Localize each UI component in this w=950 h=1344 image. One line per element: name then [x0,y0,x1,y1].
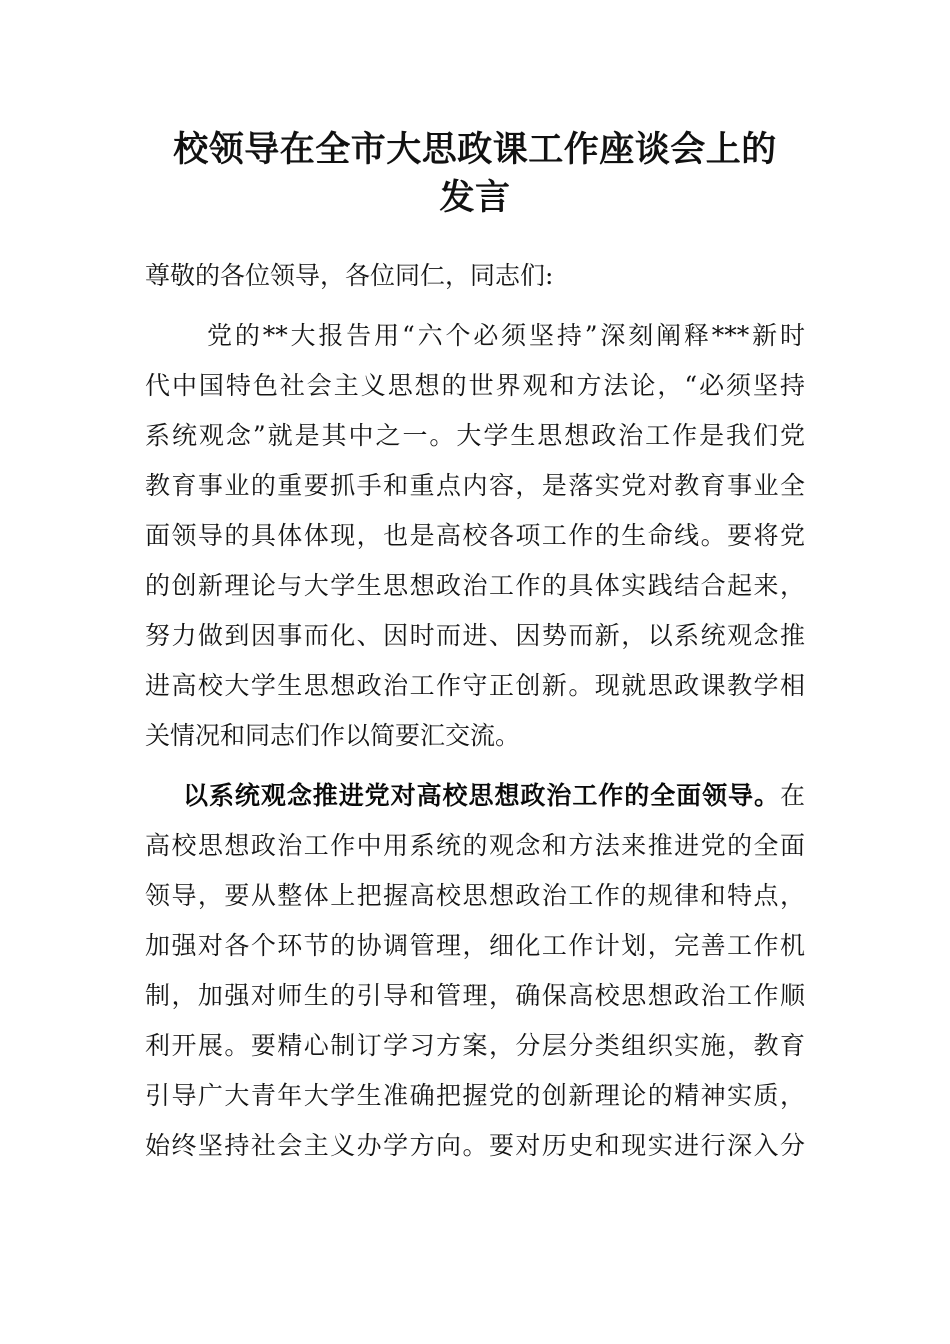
paragraph-line: 教育事业的重要抓手和重点内容，是落实党对教育事业全 [145,471,805,500]
paragraph-line: 系统观念”就是其中之一。大学生思想政治工作是我们党 [145,421,805,450]
paragraph-line: 关情况和同志们作以简要汇交流。 [145,721,521,750]
paragraph-line: 引导广大青年大学生准确把握党的创新理论的精神实质， [145,1081,805,1110]
document-title-line-1: 校领导在全市大思政课工作座谈会上的 [173,129,777,170]
salutation: 尊敬的各位领导，各位同仁，同志们: [145,261,554,290]
paragraph-line: 的创新理论与大学生思想政治工作的具体实践结合起来， [145,571,805,600]
paragraph-line: 领导，要从整体上把握高校思想政治工作的规律和特点， [145,881,805,910]
paragraph-line: 高校思想政治工作中用系统的观念和方法来推进党的全面 [145,831,805,860]
paragraph-line: 制，加强对师生的引导和管理，确保高校思想政治工作顺 [145,981,805,1010]
paragraph-heading-line [183,778,805,814]
document-title-line-2: 发言 [439,177,511,218]
paragraph-line: 党的**大报告用“六个必须坚持”深刻阐释***新时 [207,321,805,350]
paragraph-heading: 以系统观念推进党对高校思想政治工作的全面领导。 [183,781,780,810]
paragraph-line: 始终坚持社会主义办学方向。要对历史和现实进行深入分 [145,1131,805,1160]
paragraph-line: 进高校大学生思想政治工作守正创新。现就思政课教学相 [145,671,805,700]
paragraph-line-tail: 在 [779,781,805,810]
paragraph-line: 面领导的具体体现，也是高校各项工作的生命线。要将党 [145,521,805,550]
paragraph-line: 努力做到因事而化、因时而进、因势而新，以系统观念推 [145,621,805,650]
paragraph-line: 加强对各个环节的协调管理，细化工作计划，完善工作机 [145,931,805,960]
paragraph-line: 代中国特色社会主义思想的世界观和方法论，“必须坚持 [145,371,805,400]
paragraph-line: 利开展。要精心制订学习方案，分层分类组织实施，教育 [145,1031,805,1060]
